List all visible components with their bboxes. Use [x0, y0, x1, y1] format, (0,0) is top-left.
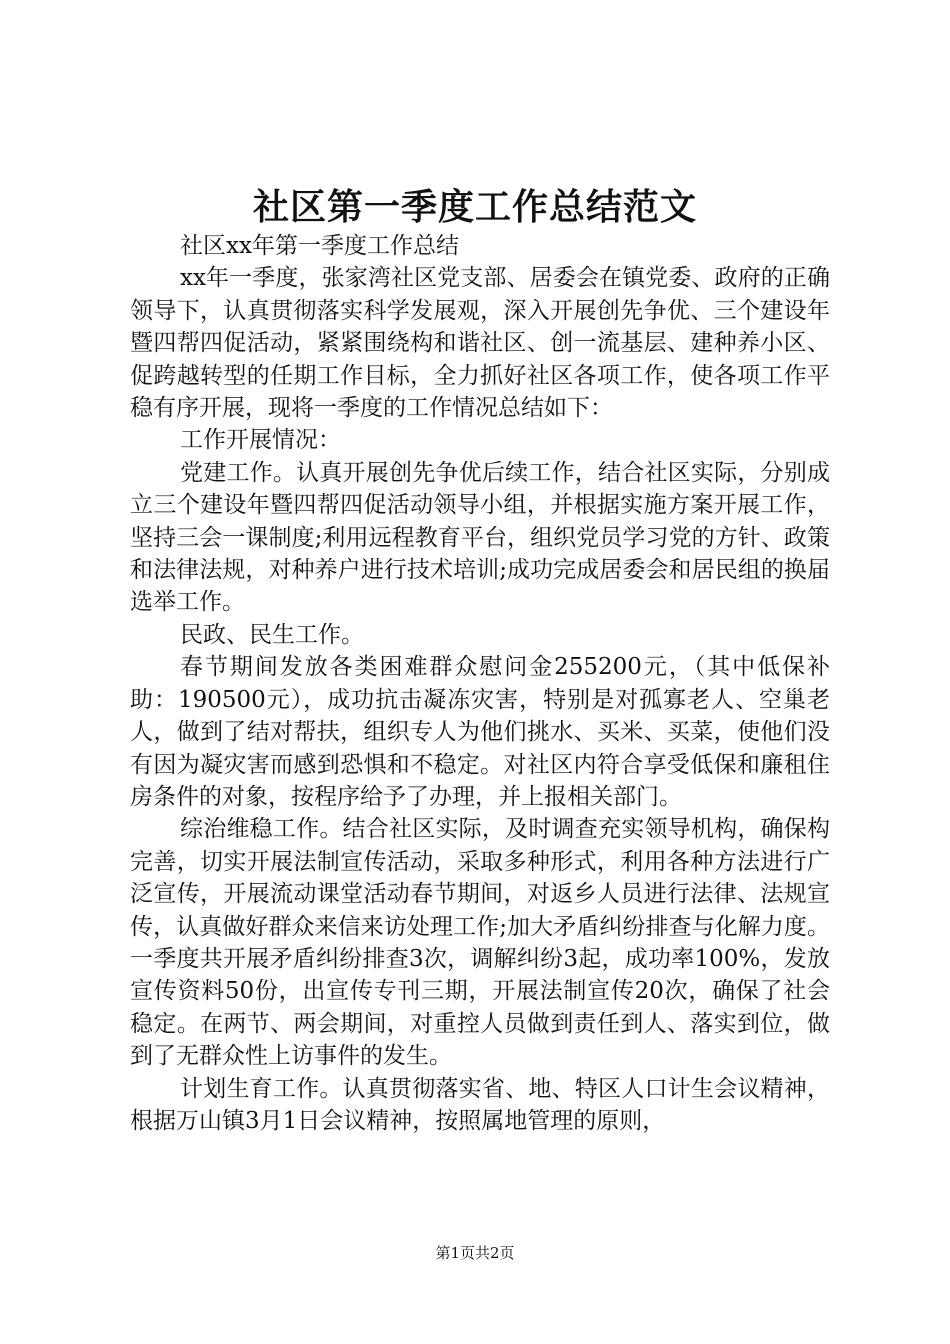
- paragraph-section-heading: 工作开展情况：: [180, 427, 341, 454]
- page-number-current: 第1页: [435, 1244, 475, 1262]
- paragraph-stability: 综治维稳工作。结合社区实际，及时调查充实领导机构，确保构完善，切实开展法制宣传活动，采取多种形式，利用各种方法进行广泛宣传，开展流动课堂活动春节期间，对返乡人员进行法律、法规宣传，认真做好群众来信来访处理工作;加大矛盾纠纷排查与化解力度。一季度共开展矛盾纠纷排查3次，调解纠纷3起，成功率100%，发放宣传资料50份，出宣传专刊三期，开展法制宣传20次，确保了社会稳定。在两节、两会期间，对重控人员做到责任到人、落实到位，做到了无群众性上访事件的发生。: [130, 816, 830, 1070]
- paragraph-family-planning: 计划生育工作。认真贯彻落实省、地、特区人口计生会议精神，根据万山镇3月1日会议精神，按照属地管理的原则，: [130, 1075, 830, 1134]
- paragraph-subtitle: 社区xx年第一季度工作总结: [180, 233, 459, 259]
- paragraph-intro: xx年一季度，张家湾社区党支部、居委会在镇党委、政府的正确领导下，认真贯彻落实科学发展观，深入开展创先争优、三个建设年暨四帮四促活动，紧紧围绕构和谐社区、创一流基层、建种养小区、促跨越转型的任期工作目标，全力抓好社区各项工作，使各项工作平稳有序开展，现将一季度的工作情况总结如下：: [130, 265, 830, 422]
- paragraph-civil-affairs: 春节期间发放各类困难群众慰问金255200元，（其中低保补助：190500元），成功抗击凝冻灾害，特别是对孤寡老人、空巢老人，做到了结对帮扶，组织专人为他们挑水、买米、买菜，使他们没有因为凝灾害而感到恐惧和不稳定。对社区内符合享受低保和廉租住房条件的对象，按程序给予了办理，并上报相关部门。: [130, 654, 830, 810]
- page-footer: [0, 1243, 950, 1263]
- page-number-total: 共2页: [475, 1244, 515, 1262]
- paragraph-civil-affairs-heading: 民政、民生工作。: [180, 621, 364, 648]
- document-title: 社区第一季度工作总结范文: [252, 187, 697, 228]
- document-body: [130, 230, 830, 1137]
- paragraph-party-building: 党建工作。认真开展创先争优后续工作，结合社区实际，分别成立三个建设年暨四帮四促活动领导小组，并根据实施方案开展工作，坚持三会一课制度;利用远程教育平台，组织党员学习党的方针、政策和法律法规，对种养户进行技术培训;成功完成居委会和居民组的换届选举工作。: [130, 459, 830, 616]
